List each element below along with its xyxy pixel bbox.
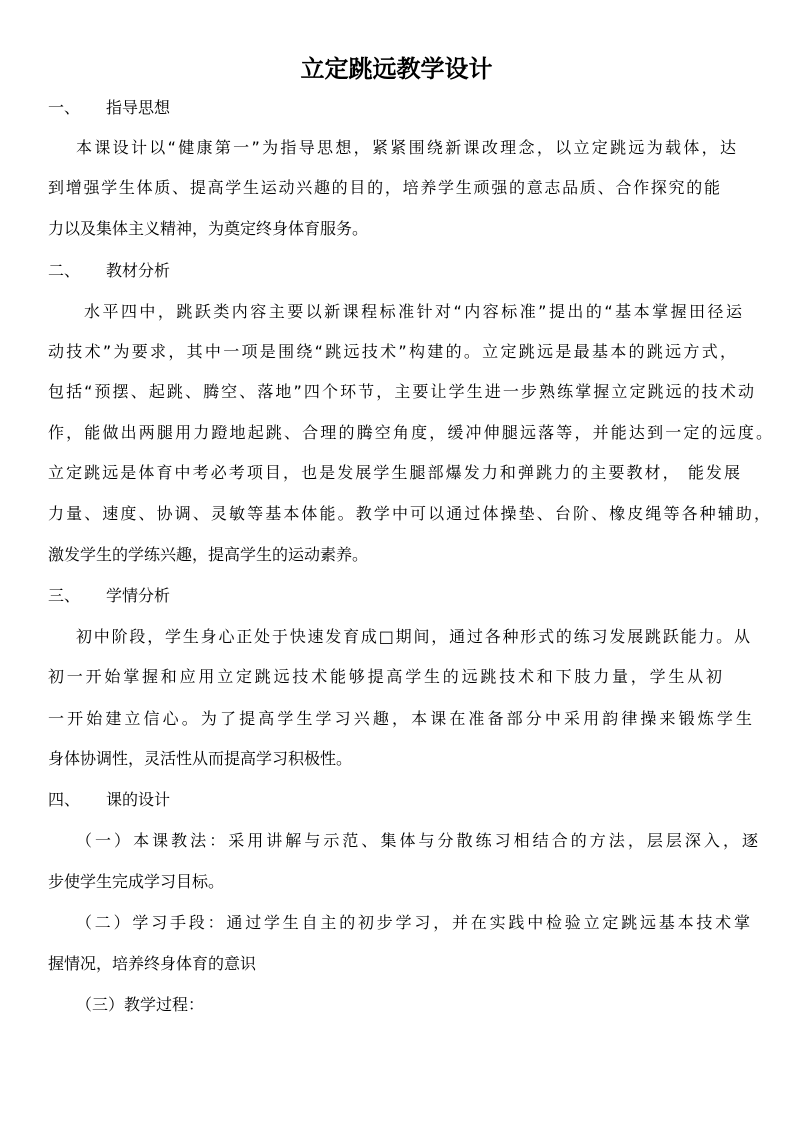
paragraph-line: 力量、速度、协调、灵敏等基本体能。教学中可以通过体操垫、台阶、橡皮绳等各种辅助， <box>48 504 770 523</box>
paragraph-line: 作，能做出两腿用力蹬地起跳、合理的腾空角度，缓冲伸腿远落等，并能达到一定的远度。 <box>48 423 772 442</box>
section-title: 学情分析 <box>106 586 171 605</box>
section-number: 三、 <box>48 586 81 605</box>
paragraph-line: 一开始建立信心。为了提高学生学习兴趣，本课在准备部分中采用韵律操来锻炼学生 <box>48 709 752 728</box>
section-number: 一、 <box>48 98 81 117</box>
paragraph-line: 水平四中，跳跃类内容主要以新课程标准针对“内容标准”提出的“基本掌握田径运 <box>84 302 742 321</box>
paragraph-line: 初一开始掌握和应用立定跳远技术能够提高学生的远跳技术和下肢力量，学生从初 <box>48 667 722 686</box>
paragraph-line: 握情况，培养终身体育的意识 <box>48 954 257 973</box>
section-number: 二、 <box>48 261 81 280</box>
section-heading <box>48 259 170 283</box>
paragraph-line: 身体协调性，灵活性从而提高学习积极性。 <box>48 749 353 768</box>
paragraph-line: 激发学生的学练兴趣，提高学生的运动素养。 <box>48 545 369 564</box>
paragraph-line: 动技术”为要求，其中一项是围绕“跳远技术”构建的。立定跳远是最基本的跳远方式， <box>48 342 736 361</box>
section-heading <box>48 96 170 120</box>
section-title: 指导思想 <box>106 98 171 117</box>
section-number: 四、 <box>48 790 81 809</box>
paragraph-line: 初中阶段，学生身心正处于快速发育成□期间，通过各种形式的练习发展跳跃能力。从 <box>76 627 750 646</box>
paragraph-line: 到增强学生体质、提高学生运动兴趣的目的，培养学生顽强的意志品质、合作探究的能 <box>48 178 720 197</box>
paragraph-line: 本课设计以“健康第一”为指导思想，紧紧围绕新课改理念，以立定跳远为载体，达 <box>76 138 736 157</box>
section-heading <box>48 584 170 608</box>
paragraph-line: 步使学生完成学习目标。 <box>48 872 225 891</box>
paragraph-line: 力以及集体主义精神，为奠定终身体育服务。 <box>48 219 369 238</box>
section-heading <box>48 788 170 812</box>
paragraph-line: 立定跳远是体育中考必考项目，也是发展学生腿部爆发力和弹跳力的主要教材， 能发展 <box>48 463 740 482</box>
paragraph-line: 包括“预摆、起跳、腾空、落地”四个环节，主要让学生进一步熟练掌握立定跳远的技术动 <box>48 382 754 401</box>
paragraph-line: （一）本课教法：采用讲解与示范、集体与分散练习相结合的方法，层层深入，逐 <box>76 831 758 850</box>
paragraph-line: （二）学习手段：通过学生自主的初步学习，并在实践中检验立定跳远基本技术掌 <box>76 913 750 932</box>
paragraph-line: （三）教学过程： <box>76 995 205 1014</box>
section-title: 课的设计 <box>106 790 171 809</box>
section-title: 教材分析 <box>106 261 171 280</box>
page-title: 立定跳远教学设计 <box>300 55 493 83</box>
